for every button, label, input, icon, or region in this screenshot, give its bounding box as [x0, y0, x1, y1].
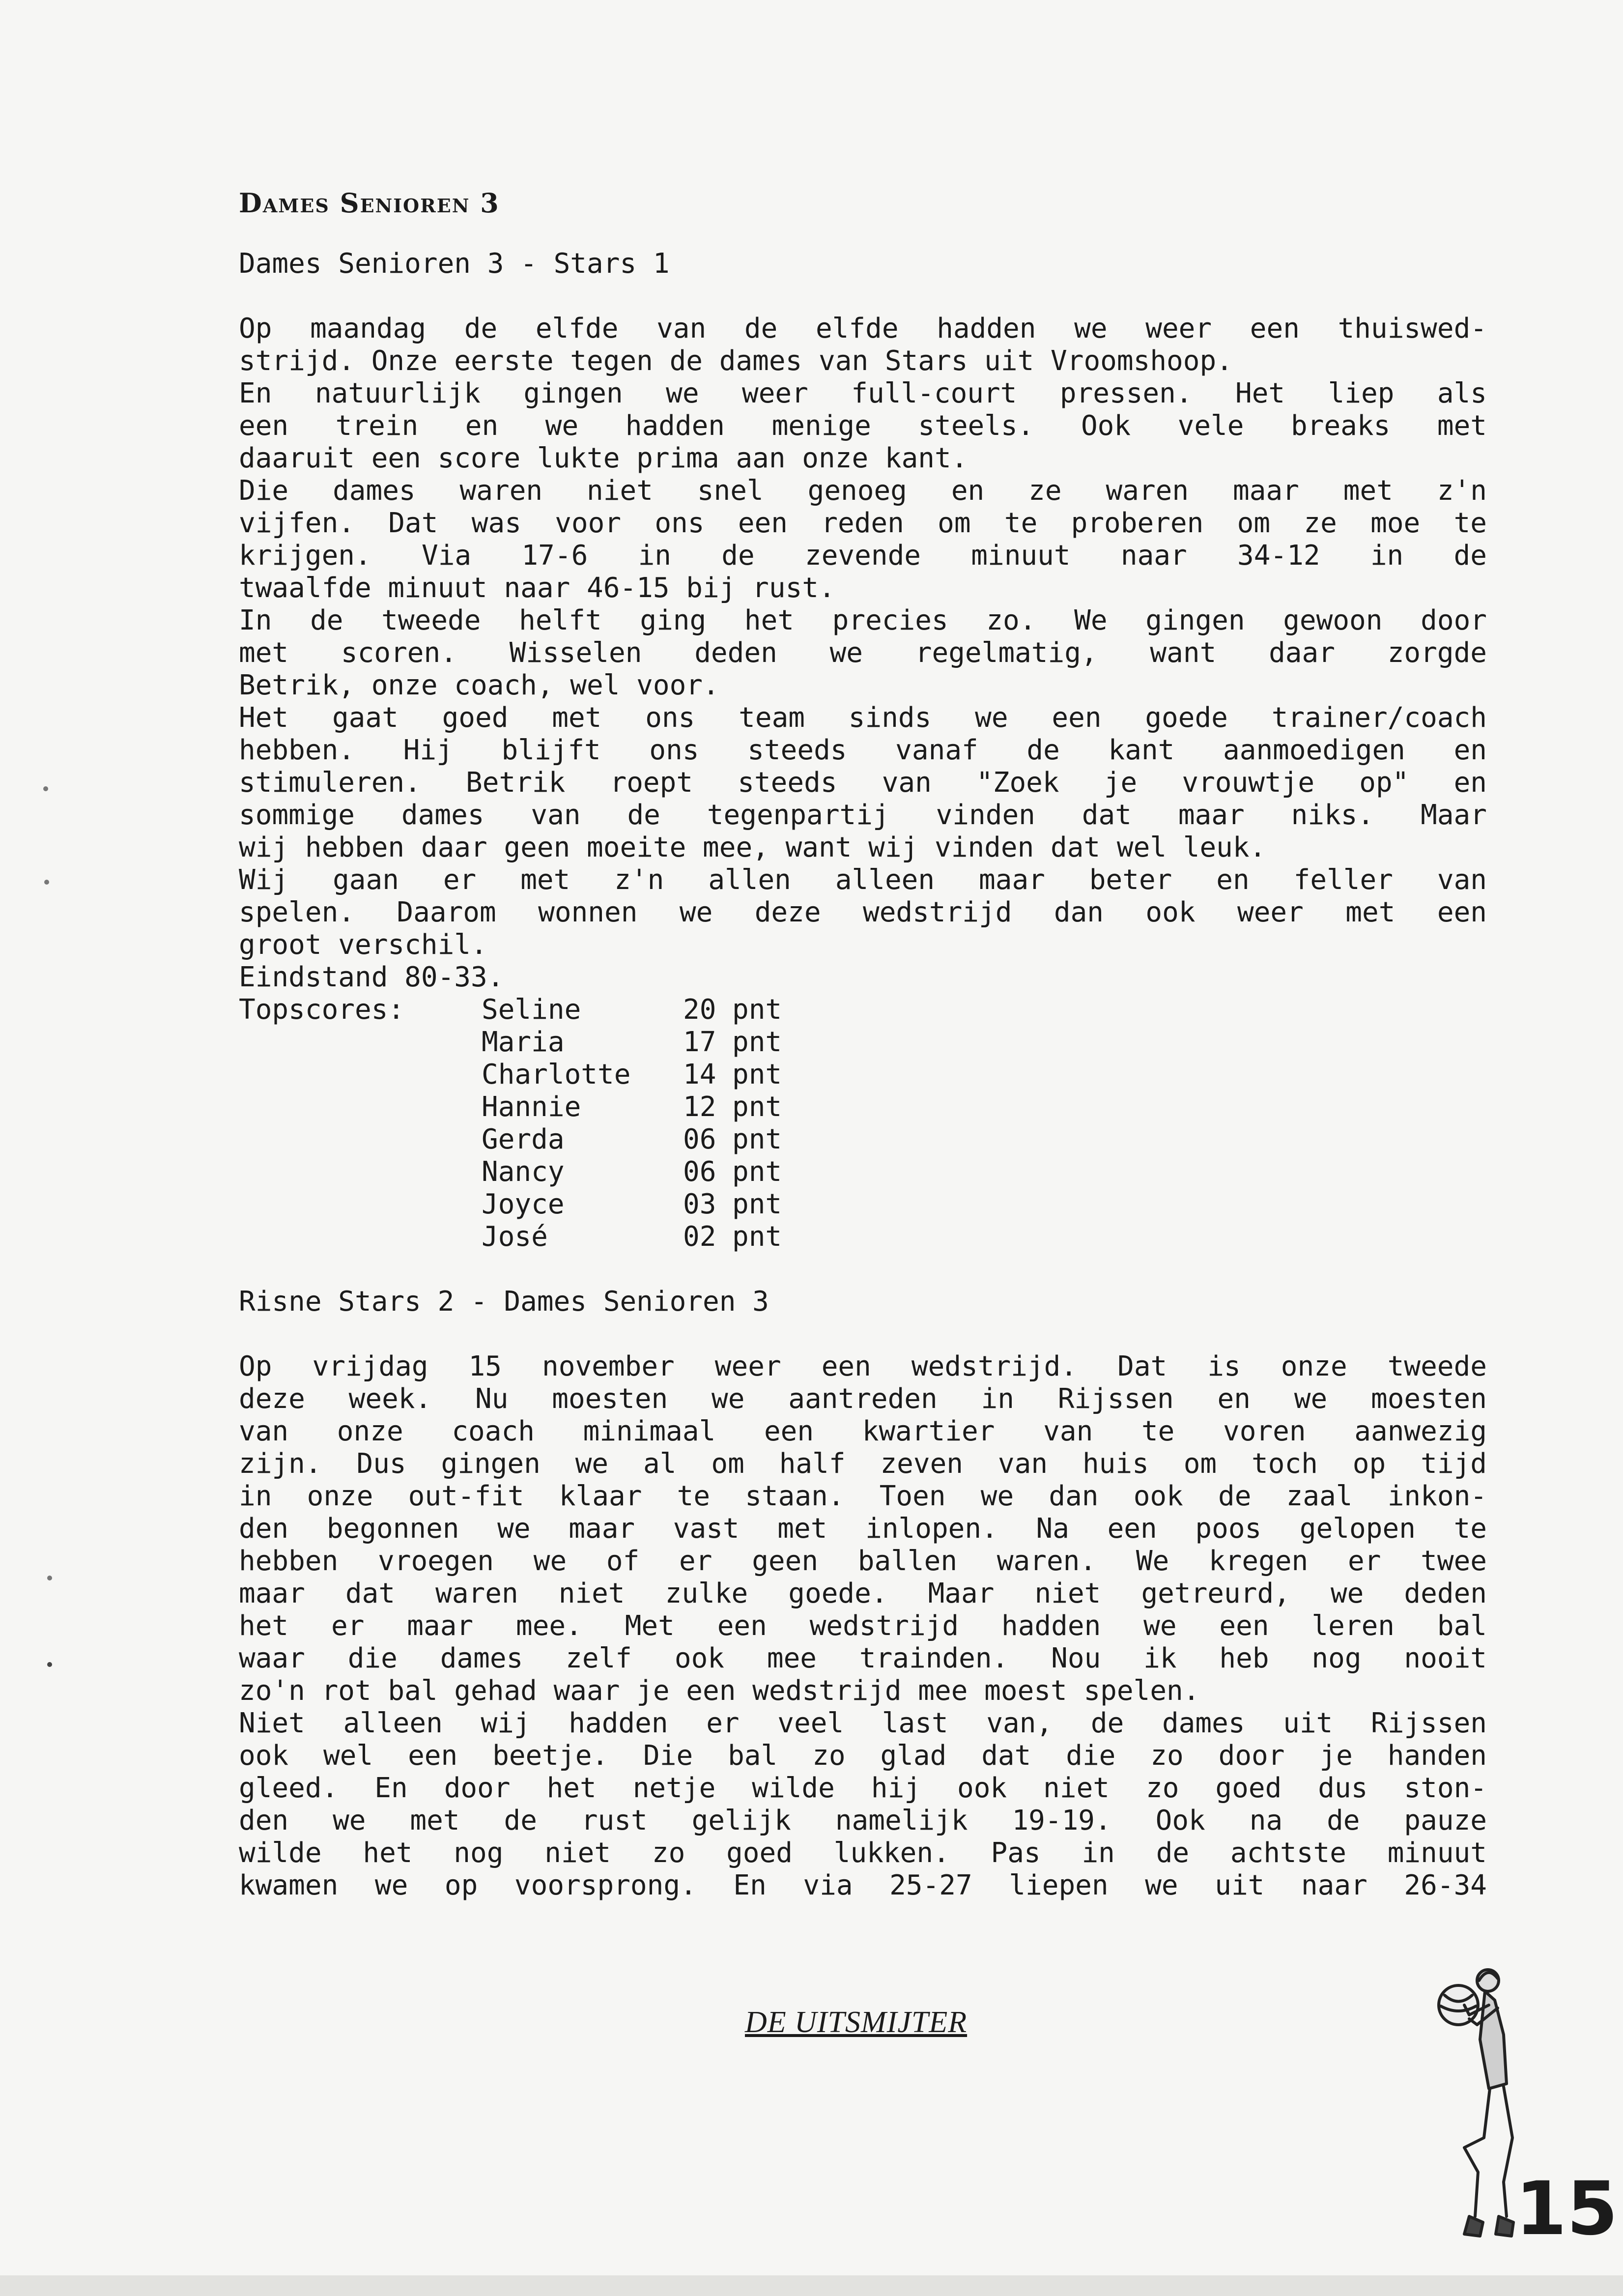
- text-line: ook wel een beetje. Die bal zo glad dat die zo door je handen: [239, 1740, 1487, 1772]
- topscores-label: [239, 1059, 482, 1091]
- match2-title: Risne Stars 2 - Dames Senioren 3: [239, 1286, 769, 1318]
- text-line: vijfen. Dat was voor ons een reden om te proberen om ze moe te: [239, 507, 1487, 539]
- text-line: hebben vroegen we of er geen ballen waren. We kregen er twee: [239, 1545, 1487, 1577]
- text-line: den begonnen we maar vast met inlopen. Na een poos gelopen te: [239, 1513, 1487, 1545]
- text-line: Niet alleen wij hadden er veel last van, de dames uit Rijssen: [239, 1707, 1487, 1739]
- score-points: 20: [683, 994, 716, 1026]
- text-line: wij hebben daar geen moeite mee, want wij vinden dat wel leuk.: [239, 832, 1266, 863]
- section-label: Dames Senioren 3: [239, 187, 500, 219]
- score-name: Gerda: [482, 1123, 565, 1155]
- text-line: in onze out-fit klaar te staan. Toen we dan ook de zaal inkon-: [239, 1480, 1487, 1512]
- match2-report: [239, 1350, 1487, 1902]
- score-unit: pnt: [732, 1123, 782, 1155]
- text-line: spelen. Daarom wonnen we deze wedstrijd dan ook weer met een: [239, 896, 1487, 928]
- scan-speck: [44, 880, 49, 885]
- text-line: groot verschil.: [239, 929, 487, 961]
- text-line: En natuurlijk gingen we weer full-court pressen. Het liep als: [239, 377, 1487, 409]
- topscores-label: [239, 1156, 482, 1188]
- score-unit: pnt: [732, 1091, 782, 1123]
- text-line: hebben. Hij blijft ons steeds vanaf de kant aanmoedigen en: [239, 734, 1487, 766]
- score-name: Seline: [482, 994, 581, 1026]
- text-line: Op vrijdag 15 november weer een wedstrijd. Dat is onze tweede: [239, 1350, 1487, 1382]
- score-points: 12: [683, 1091, 716, 1123]
- text-line: twaalfde minuut naar 46-15 bij rust.: [239, 572, 835, 604]
- text-line: daaruit een score lukte prima aan onze kant.: [239, 442, 968, 474]
- text-line: deze week. Nu moesten we aantreden in Rijssen en we moesten: [239, 1383, 1487, 1415]
- text-line: maar dat waren niet zulke goede. Maar niet getreurd, we deden: [239, 1578, 1487, 1609]
- page-number: 15: [1515, 2166, 1618, 2252]
- score-unit: pnt: [732, 1188, 782, 1220]
- score-name: Hannie: [482, 1091, 581, 1123]
- score-points: 03: [683, 1188, 716, 1220]
- topscores-label: [239, 1091, 482, 1123]
- scan-speck: [43, 786, 48, 791]
- text-line: krijgen. Via 17-6 in de zevende minuut naar 34-12 in de: [239, 540, 1487, 572]
- score-points: 02: [683, 1221, 716, 1253]
- text-line: gleed. En door het netje wilde hij ook niet zo goed dus ston-: [239, 1772, 1487, 1804]
- text-line: wilde het nog niet zo goed lukken. Pas in de achtste minuut: [239, 1837, 1487, 1869]
- topscores-label: [239, 1123, 482, 1156]
- score-unit: pnt: [732, 1221, 782, 1253]
- score-unit: pnt: [732, 1026, 782, 1058]
- text-line: Op maandag de elfde van de elfde hadden we weer een thuiswed-: [239, 313, 1487, 344]
- score-points: 14: [683, 1059, 716, 1091]
- score-unit: pnt: [732, 994, 782, 1026]
- text-line: een trein en we hadden menige steels. Ook vele breaks met: [239, 410, 1487, 442]
- scan-speck: [47, 1576, 52, 1580]
- text-line: Betrik, onze coach, wel voor.: [239, 669, 719, 701]
- score-name: José: [482, 1221, 548, 1253]
- text-line: met scoren. Wisselen deden we regelmatig, want daar zorgde: [239, 637, 1487, 669]
- topscores-label: [239, 1221, 482, 1253]
- text-line: Wij gaan er met z'n allen alleen maar beter en feller van: [239, 864, 1487, 896]
- text-line: waar die dames zelf ook mee trainden. Nou ik heb nog nooit: [239, 1642, 1487, 1674]
- text-line: strijd. Onze eerste tegen de dames van Stars uit Vroomshoop.: [239, 345, 1233, 377]
- match1-report: [239, 313, 1487, 994]
- article-body: [239, 187, 1487, 1902]
- score-unit: pnt: [732, 1059, 782, 1091]
- score-points: 06: [683, 1156, 716, 1188]
- text-line: zo'n rot bal gehad waar je een wedstrijd mee moest spelen.: [239, 1675, 1200, 1707]
- score-name: Charlotte: [482, 1059, 631, 1091]
- text-line: Eindstand 80-33.: [239, 961, 504, 993]
- text-line: kwamen we op voorsprong. En via 25-27 liepen we uit naar 26-34: [239, 1869, 1487, 1901]
- scan-bottom-edge: [0, 2275, 1623, 2296]
- score-points: 17: [683, 1026, 716, 1058]
- text-line: sommige dames van de tegenpartij vinden dat maar niks. Maar: [239, 799, 1487, 831]
- score-unit: pnt: [732, 1156, 782, 1188]
- text-line: Die dames waren niet snel genoeg en ze waren maar met z'n: [239, 475, 1487, 507]
- topscores-label: [239, 1188, 482, 1221]
- topscores-label: Topscores:: [239, 994, 405, 1026]
- score-points: 06: [683, 1123, 716, 1155]
- score-name: Nancy: [482, 1156, 565, 1188]
- text-line: van onze coach minimaal een kwartier van te voren aanwezig: [239, 1415, 1487, 1447]
- score-name: Joyce: [482, 1188, 565, 1220]
- score-name: Maria: [482, 1026, 565, 1058]
- topscores-label: [239, 1026, 482, 1059]
- text-line: In de tweede helft ging het precies zo. We gingen gewoon door: [239, 604, 1487, 636]
- text-line: stimuleren. Betrik roept steeds van "Zoek je vrouwtje op" en: [239, 767, 1487, 799]
- text-line: den we met de rust gelijk namelijk 19-19. Ook na de pauze: [239, 1805, 1487, 1837]
- scan-speck: [47, 1662, 52, 1667]
- text-line: Het gaat goed met ons team sinds we een goede trainer/coach: [239, 702, 1487, 734]
- text-line: zijn. Dus gingen we al om half zeven van huis om toch op tijd: [239, 1448, 1487, 1480]
- magazine-title: DE UITSMIJTER: [745, 2006, 968, 2039]
- text-line: het er maar mee. Met een wedstrijd hadden we een leren bal: [239, 1610, 1487, 1642]
- topscores-table: [239, 994, 1487, 1253]
- match1-title: Dames Senioren 3 - Stars 1: [239, 248, 670, 280]
